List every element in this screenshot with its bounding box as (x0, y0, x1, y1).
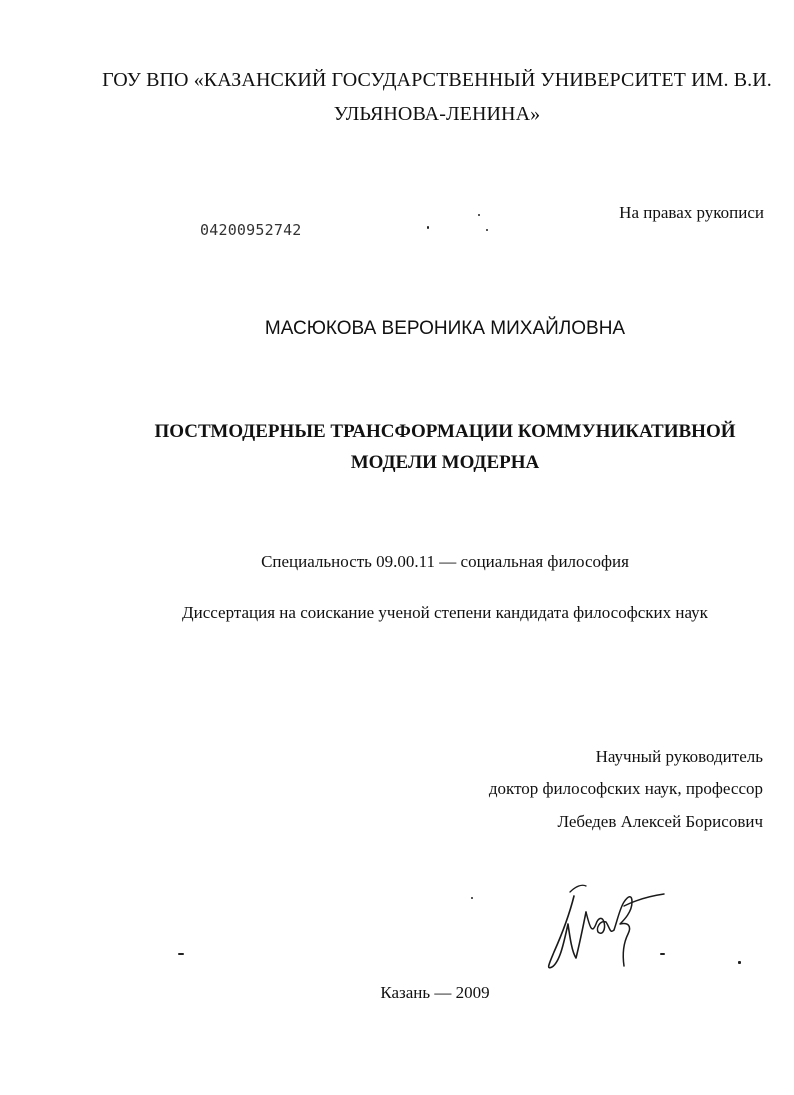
scan-speck (660, 953, 665, 955)
author-name: МАСЮКОВА ВЕРОНИКА МИХАЙЛОВНА (264, 318, 626, 339)
scan-speck (486, 229, 488, 231)
specialty-line: Специальность 09.00.11 — социальная философия (261, 552, 629, 571)
catalog-number: 04200952742 (200, 221, 302, 239)
scan-speck (427, 226, 429, 229)
advisor-signature (540, 872, 670, 977)
institution-line-1: ГОУ ВПО «КАЗАНСКИЙ ГОСУДАРСТВЕННЫЙ УНИВЕРСИТЕТ ИМ. В.И. (102, 69, 772, 91)
dissertation-title-line-1: ПОСТМОДЕРНЫЕ ТРАНСФОРМАЦИИ КОММУНИКАТИВНОЙ (154, 421, 736, 442)
institution-line-2: УЛЬЯНОВА-ЛЕНИНА» (333, 103, 541, 125)
advisor-degree: доктор философских наук, профессор (488, 779, 763, 798)
city-year: Казань — 2009 (380, 983, 490, 1002)
scan-speck (738, 961, 741, 964)
dissertation-title-line-2: МОДЕЛИ МОДЕРНА (350, 452, 540, 473)
scan-speck (478, 214, 480, 216)
advisor-role: Научный руководитель (595, 747, 763, 766)
scan-speck (178, 953, 184, 955)
advisor-name: Лебедев Алексей Борисович (557, 812, 763, 831)
rights-note: На правах рукописи (619, 203, 764, 222)
dissertation-degree-line: Диссертация на соискание ученой степени кандидата философских наук (182, 603, 708, 622)
scan-speck (471, 897, 473, 899)
